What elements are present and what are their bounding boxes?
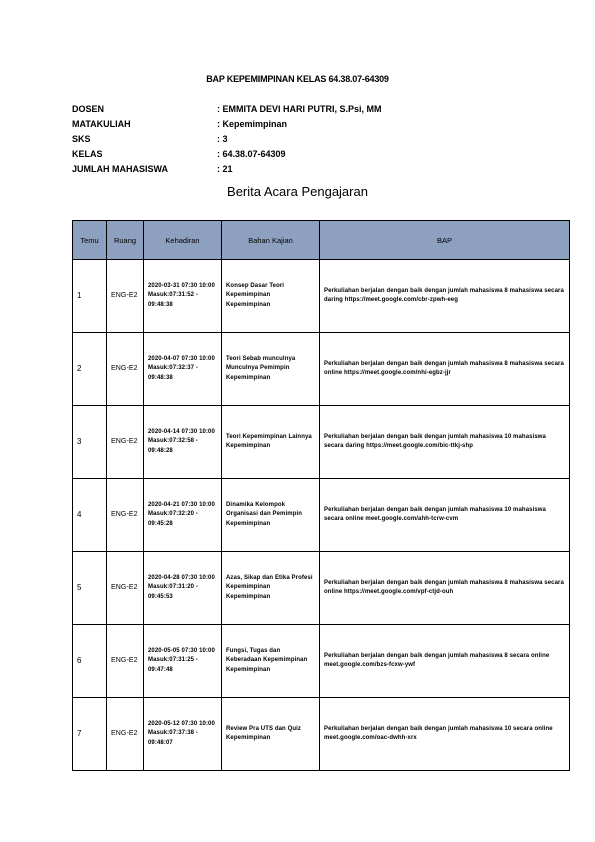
- cell-temu: 6: [73, 625, 107, 698]
- info-key: DOSEN: [72, 103, 105, 114]
- cell-temu: 1: [73, 260, 107, 333]
- info-key: KELAS: [72, 148, 103, 159]
- info-key: SKS: [72, 133, 91, 144]
- table-row: [73, 260, 570, 333]
- cell-ruang: ENG-E2: [107, 552, 144, 625]
- cell-temu: 2: [73, 333, 107, 406]
- info-key: JUMLAH MAHASISWA: [72, 163, 168, 174]
- info-row: [72, 161, 382, 176]
- cell-bahan-kajian: Konsep Dasar Teori Kepemimpinan Kepemimpinan: [222, 260, 320, 333]
- column-header-temu: Temu: [73, 221, 107, 260]
- cell-bap: Perkuliahan berjalan dengan baik dengan jumlah mahasiswa 8 mahasiswa secara online https://meet.google.com/vpf-ctjd-ouh: [320, 552, 570, 625]
- cell-kehadiran: 2020-04-28 07:30 10:00 Masuk:07:31:20 - 09:45:53: [144, 552, 222, 625]
- table-row: [73, 406, 570, 479]
- cell-ruang: ENG-E2: [107, 406, 144, 479]
- info-row: [72, 101, 382, 116]
- cell-ruang: ENG-E2: [107, 333, 144, 406]
- cell-kehadiran: 2020-05-12 07:30 10:00 Masuk:07:37:38 - 09:48:07: [144, 698, 222, 771]
- cell-ruang: ENG-E2: [107, 479, 144, 552]
- info-key: MATAKULIAH: [72, 118, 131, 129]
- cell-temu: 4: [73, 479, 107, 552]
- cell-kehadiran: 2020-05-05 07:30 10:00 Masuk:07:31:25 - 09:47:48: [144, 625, 222, 698]
- table-header-row: [73, 221, 570, 260]
- cell-ruang: ENG-E2: [107, 260, 144, 333]
- cell-kehadiran: 2020-04-21 07:30 10:00 Masuk:07:32:20 - 09:45:28: [144, 479, 222, 552]
- section-title: Berita Acara Pengajaran: [227, 184, 368, 199]
- table-row: [73, 479, 570, 552]
- info-row: [72, 146, 382, 161]
- cell-ruang: ENG-E2: [107, 698, 144, 771]
- cell-bap: Perkuliahan berjalan dengan baik dengan jumlah mahasiswa 10 mahasiswa secara online meet.google.com/ahh-tcrw-cvm: [320, 479, 570, 552]
- document-title: BAP KEPEMIMPINAN KELAS 64.38.07-64309: [206, 74, 389, 84]
- column-header-bahan-kajian: Bahan Kajian: [222, 221, 320, 260]
- cell-ruang: ENG-E2: [107, 625, 144, 698]
- table-row: [73, 625, 570, 698]
- table-row: [73, 552, 570, 625]
- cell-temu: 7: [73, 698, 107, 771]
- cell-kehadiran: 2020-03-31 07:30 10:00 Masuk:07:31:52 - 09:48:38: [144, 260, 222, 333]
- info-value: : Kepemimpinan: [217, 118, 288, 129]
- info-value: : 21: [217, 163, 233, 174]
- cell-bahan-kajian: Teori Sebab munculnya Munculnya Pemimpin Kepemimpinan: [222, 333, 320, 406]
- cell-bahan-kajian: Teori Kepemimpinan Lainnya Kepemimpinan: [222, 406, 320, 479]
- table-row: [73, 698, 570, 771]
- table-row: [73, 333, 570, 406]
- info-value: : 3: [217, 133, 228, 144]
- cell-bahan-kajian: Review Pra UTS dan Quiz Kepemimpinan: [222, 698, 320, 771]
- info-row: [72, 131, 382, 146]
- cell-temu: 5: [73, 552, 107, 625]
- course-info: [72, 101, 382, 176]
- cell-bap: Perkuliahan berjalan dengan baik dengan jumlah mahasiswa 10 mahasiswa secara daring https://meet.google.com/bic-ttkj-shp: [320, 406, 570, 479]
- column-header-bap: BAP: [320, 221, 570, 260]
- cell-bap: Perkuliahan berjalan dengan baik dengan jumlah mahasiswa 8 mahasiswa secara online https://meet.google.com/nhi-egbz-jjr: [320, 333, 570, 406]
- info-value: : EMMITA DEVI HARI PUTRI, S.Psi, MM: [217, 103, 382, 114]
- cell-bap: Perkuliahan berjalan dengan baik dengan jumlah mahasiswa 10 secara online meet.google.com/oac-dwhh-xrx: [320, 698, 570, 771]
- cell-temu: 3: [73, 406, 107, 479]
- cell-bahan-kajian: Azas, Sikap dan Etika Profesi Kepemimpinan Kepemimpinan: [222, 552, 320, 625]
- cell-bahan-kajian: Fungsi, Tugas dan Keberadaan Kepemimpinan Kepemimpinan: [222, 625, 320, 698]
- cell-kehadiran: 2020-04-14 07:30 10:00 Masuk:07:32:58 - 09:48:28: [144, 406, 222, 479]
- column-header-kehadiran: Kehadiran: [144, 221, 222, 260]
- cell-bahan-kajian: Dinamika Kelompok Organisasi dan Pemimpin Kepemimpinan: [222, 479, 320, 552]
- cell-bap: Perkuliahan berjalan dengan baik dengan jumlah mahasiswa 8 secara online meet.google.com/bzs-fcxw-ywf: [320, 625, 570, 698]
- info-row: [72, 116, 382, 131]
- bap-table: [72, 220, 570, 771]
- cell-bap: Perkuliahan berjalan dengan baik dengan jumlah mahasiswa 8 mahasiswa secara daring https://meet.google.com/cbr-zpwh-eeg: [320, 260, 570, 333]
- column-header-ruang: Ruang: [107, 221, 144, 260]
- info-value: : 64.38.07-64309: [217, 148, 286, 159]
- cell-kehadiran: 2020-04-07 07:30 10:00 Masuk:07:32:37 - 09:48:38: [144, 333, 222, 406]
